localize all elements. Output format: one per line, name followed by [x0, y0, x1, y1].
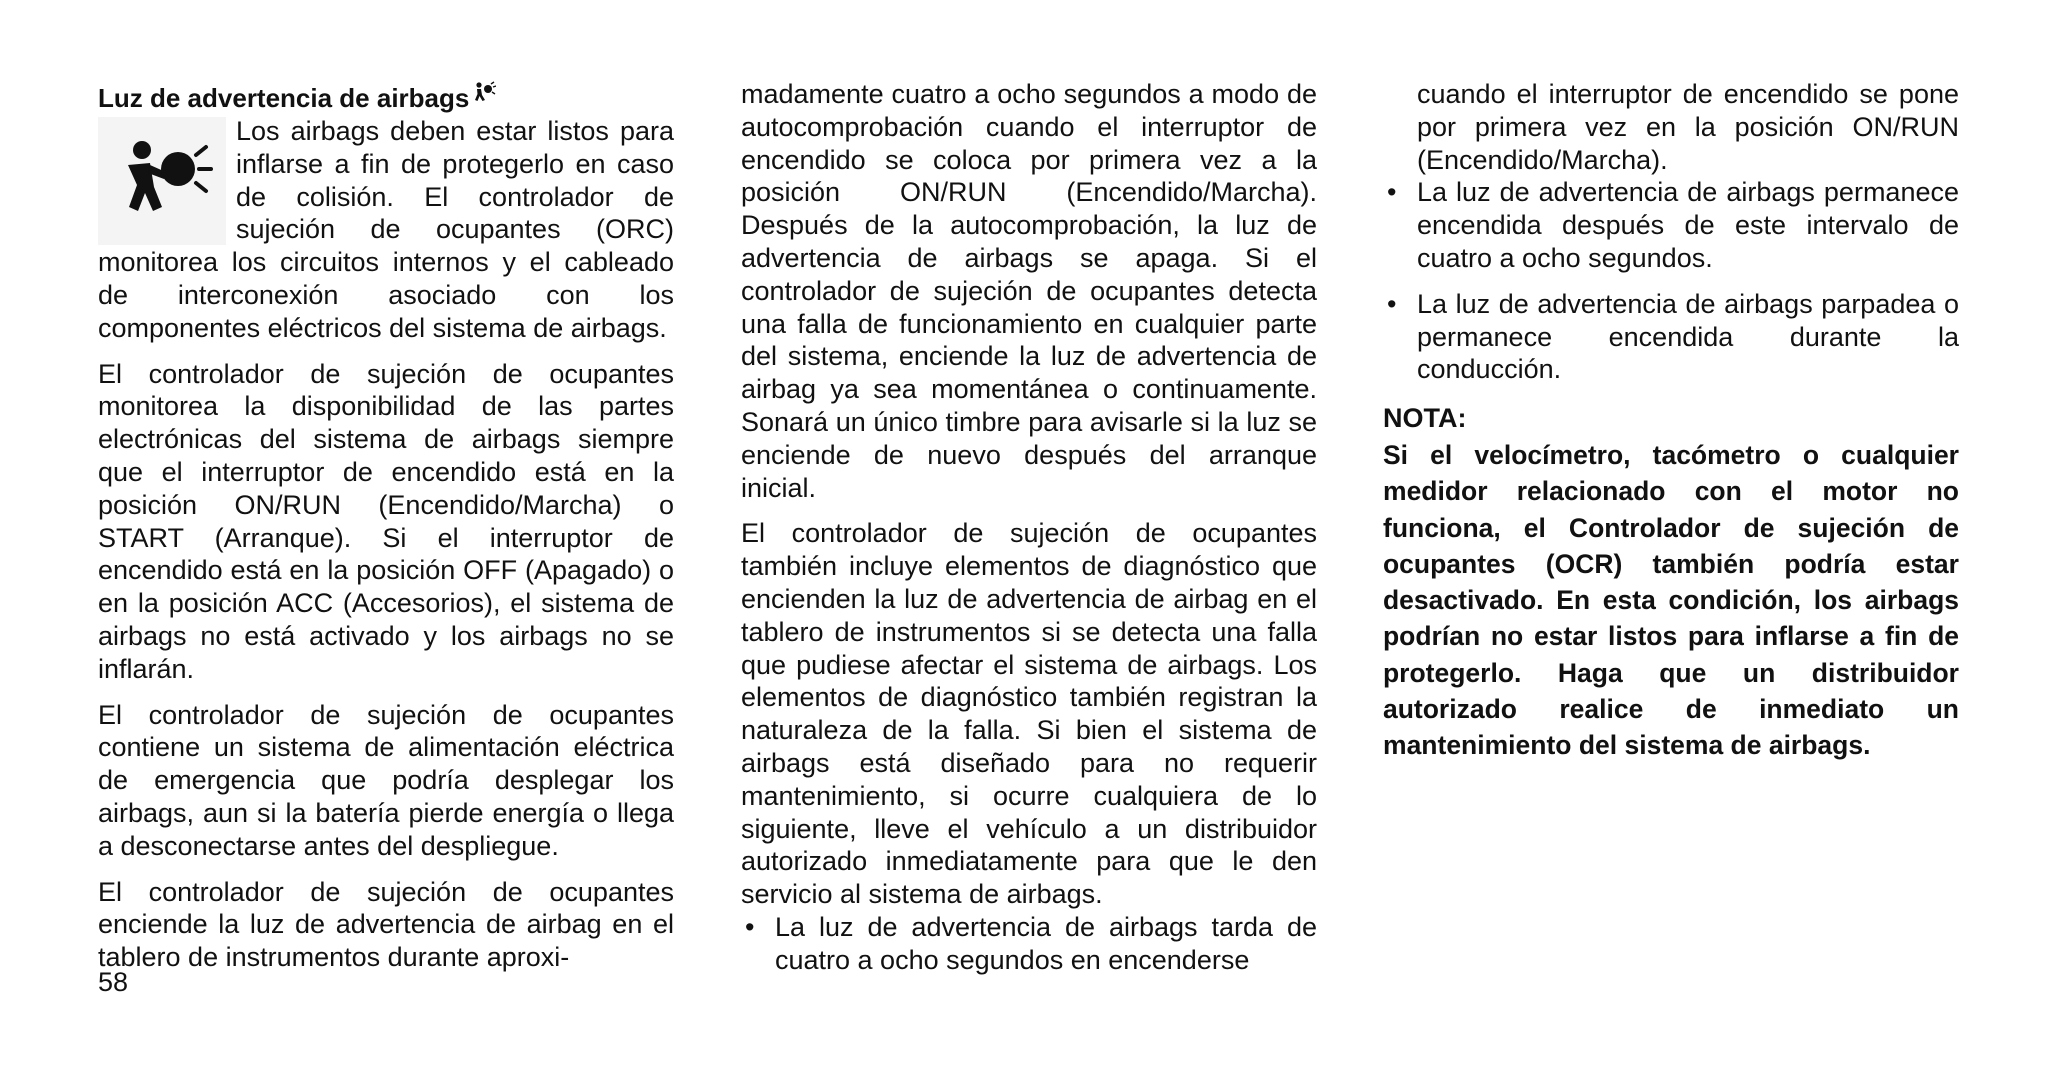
airbag-icon — [474, 78, 496, 100]
list-item-text: La luz de advertencia de airbags tarda de cuatro a ocho segundos en encenderse — [775, 911, 1317, 975]
paragraph: El controlador de sujeción de ocupantes monitorea la disponibilidad de las partes electrónicas del sistema de airbags siempre que el interruptor de encendido está en la posición ON/RUN (Encendido/Marcha) o START (Arranque). Si el interruptor de encendido está en la posición OFF (Apagado) o en la posición ACC (Accesorios), el sistema de airbags no está activado y los airbags no se inflarán. — [98, 358, 674, 684]
note-body: Si el velocímetro, tacómetro o cualquier medidor relacionado con el motor no funciona, el Controlador de sujeción de ocupantes (OCR) también podría estar desactivado. En esta condición, los airbags podrían no estar listos para inflarse a fin de protegerlo. Haga que un distribuidor autorizado realice de inmediato un mantenimiento del sistema de airbags. — [1383, 439, 1959, 761]
list-item — [741, 911, 1317, 977]
airbag-warning-icon — [98, 117, 226, 245]
column-middle — [741, 78, 1317, 977]
bullet-continuation: cuando el interruptor de encendido se pone por primera vez en la posición ON/RUN (Encendido/Marcha). — [1417, 79, 1959, 175]
note-title: NOTA: — [1383, 403, 1467, 434]
paragraph: El controlador de sujeción de ocupantes también incluye elementos de diagnóstico que encienden la luz de advertencia de airbag en el tablero de instrumentos si se detecta una falla que pudiese afectar el sistema de airbags. Los elementos de diagnóstico también registran la naturaleza de la falla. Si bien el sistema de airbags está diseñado para no requerir mantenimiento, si ocurre cualquiera de lo siguiente, lleve el vehículo a un distribuidor autorizado inmediatamente para que le den servicio al sistema de airbags. — [741, 518, 1317, 910]
list-item-text: La luz de advertencia de airbags permanece encendida después de este intervalo de cuatro a ocho segundos. — [1417, 177, 1959, 273]
bullet-glyph: • — [1387, 177, 1397, 208]
section-heading — [98, 78, 674, 115]
bullet-glyph: • — [1387, 288, 1397, 319]
list-item — [1383, 176, 1959, 274]
column-right — [1383, 78, 1959, 764]
paragraph: madamente cuatro a ocho segundos a modo de autocomprobación cuando el interruptor de encendido se coloca por primera vez a la posición ON/RUN (Encendido/Marcha). Después de la autocomprobación, la luz de advertencia de airbags se apaga. Si el controlador de sujeción de ocupantes detecta una falla de funcionamiento en cualquier parte del sistema, enciende la luz de advertencia de airbag ya sea momentánea o continuamente. Sonará un único timbre para avisarle si la luz se enciende de nuevo después del arranque inicial. — [741, 79, 1317, 503]
column-left — [98, 78, 674, 974]
paragraph: El controlador de sujeción de ocupantes contiene un sistema de alimentación eléctrica de emergencia que podría desplegar los airbags, aun si la batería pierde energía o llega a desconectarse antes del despliegue. — [98, 699, 674, 861]
list-item — [1383, 288, 1959, 386]
section-heading-text: Luz de advertencia de airbags — [98, 83, 470, 113]
bullet-list — [741, 911, 1317, 977]
bullet-glyph: • — [745, 911, 755, 942]
paragraph: El controlador de sujeción de ocupantes enciende la luz de advertencia de airbag en el tablero de instrumentos durante aproxi- — [98, 876, 674, 973]
page-number: 58 — [98, 967, 129, 997]
intro-paragraph: Los airbags deben estar listos para inflarse a fin de protegerlo en caso de colisión. El controlador de sujeción de ocupantes (ORC) monitorea los circuitos internos y el cableado de interconexión asociado con los componentes eléctricos del sistema de airbags. — [98, 116, 674, 343]
list-item-text: La luz de advertencia de airbags parpadea o permanece encendida durante la conducción. — [1417, 288, 1959, 385]
bullet-list — [1383, 176, 1959, 386]
